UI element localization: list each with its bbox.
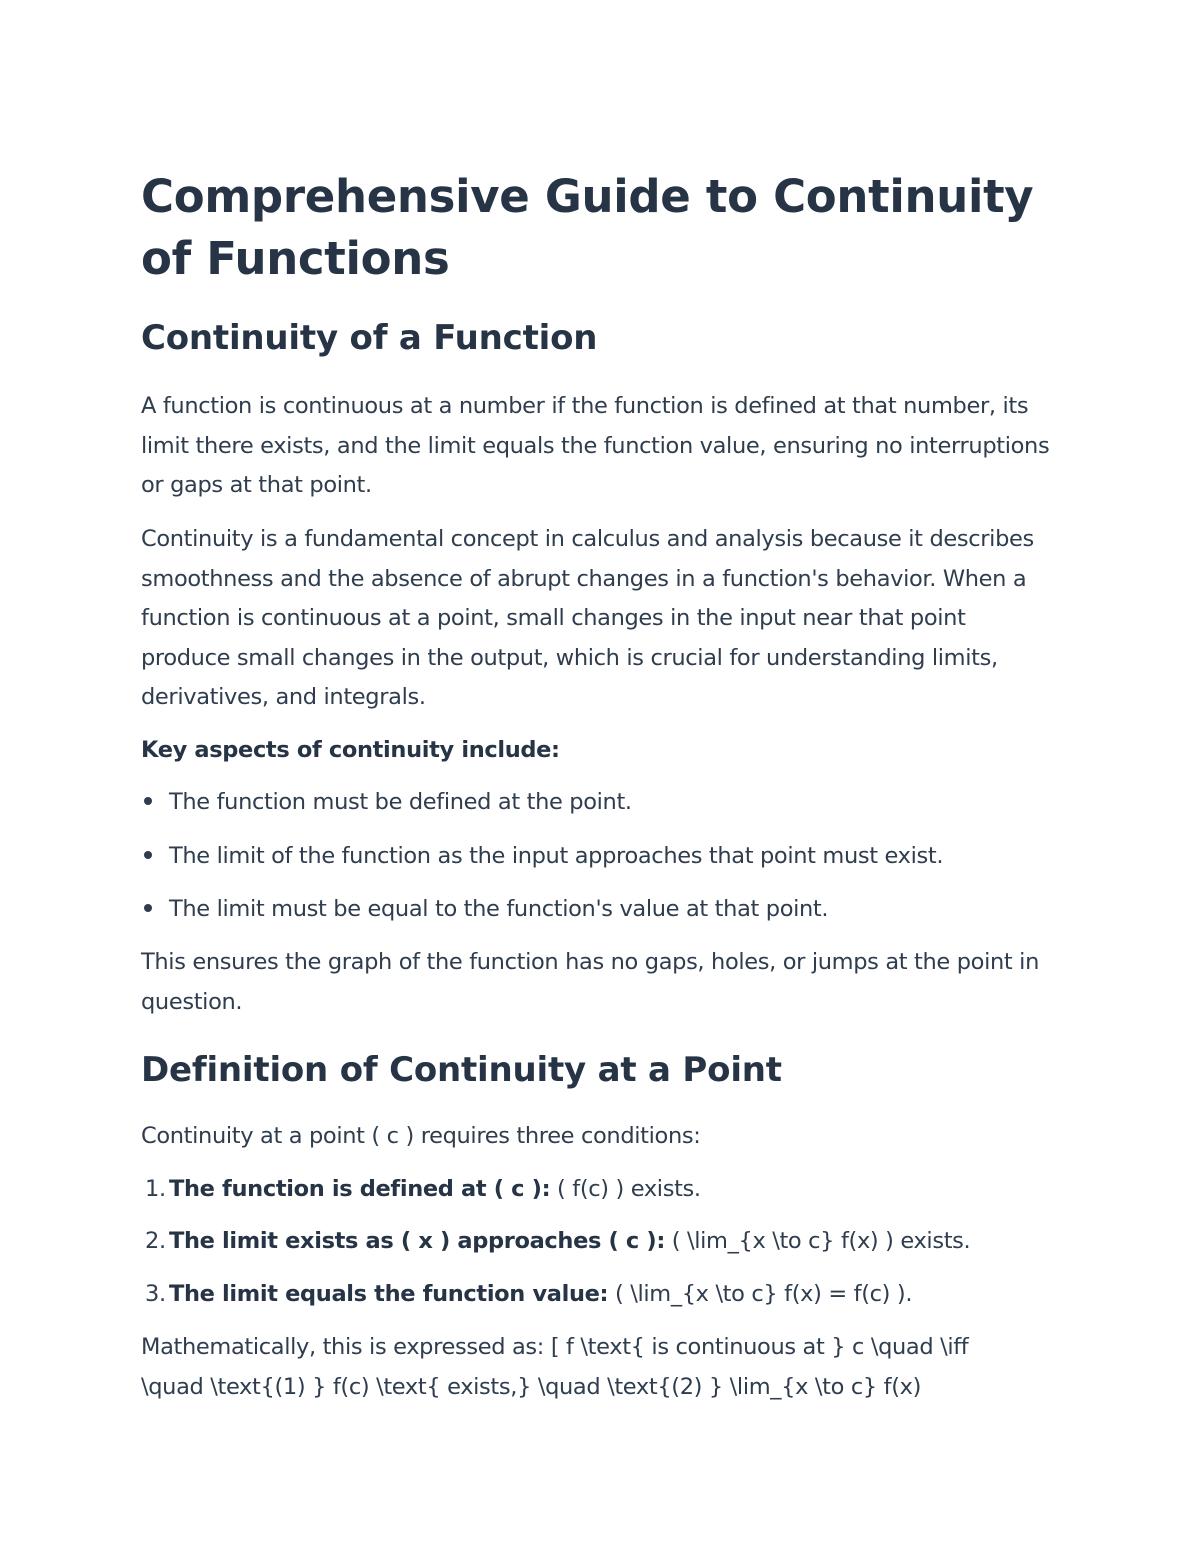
- list-item-text: The function must be defined at the point.: [169, 789, 632, 815]
- page-title: Comprehensive Guide to Continuity of Functions: [141, 170, 1034, 285]
- list-item: [141, 783, 632, 823]
- conditions-intro: Continuity at a point ( c ) requires three conditions:: [141, 1123, 701, 1149]
- paragraph-definition: A function is continuous at a number if the function is defined at that number, its limit there exists, and the limit equals the function value, ensuring no interruptions or gaps at that point.: [141, 393, 1050, 498]
- paragraph-closing: This ensures the graph of the function has no gaps, holes, or jumps at the point in question.: [141, 949, 1039, 1015]
- list-item-text: The limit must be equal to the function's value at that point.: [169, 896, 829, 922]
- section-heading-continuity-of-a-function: Continuity of a Function: [141, 318, 598, 358]
- bullet-icon: [144, 797, 152, 805]
- key-aspects-label: Key aspects of continuity include:: [141, 737, 560, 763]
- condition-text: ( \lim_{x \to c} f(x) = f(c) ).: [608, 1281, 913, 1307]
- condition-text: ( f(c) ) exists.: [550, 1176, 701, 1202]
- math-expression-line-1: Mathematically, this is expressed as: [ f \text{ is continuous at } c \quad \iff: [141, 1334, 969, 1360]
- bullet-icon: [144, 851, 152, 859]
- list-item: [145, 1222, 970, 1262]
- bullet-icon: [144, 904, 152, 912]
- math-expression-line-2: \quad \text{(1) } f(c) \text{ exists,} \quad \text{(2) } \lim_{x \to c} f(x): [141, 1374, 922, 1400]
- list-item: [145, 1275, 912, 1315]
- list-item: [145, 1170, 701, 1210]
- condition-label: The limit equals the function value:: [169, 1281, 609, 1307]
- list-number: 1.: [145, 1176, 166, 1202]
- list-item-text: The limit of the function as the input approaches that point must exist.: [169, 843, 944, 869]
- section-heading-definition-at-a-point: Definition of Continuity at a Point: [141, 1050, 782, 1090]
- condition-text: ( \lim_{x \to c} f(x) ) exists.: [664, 1228, 971, 1254]
- condition-label: The limit exists as ( x ) approaches ( c ):: [169, 1228, 665, 1254]
- paragraph-fundamental-concept: Continuity is a fundamental concept in calculus and analysis because it describes smoothness and the absence of abrupt changes in a function's behavior. When a function is continuous at a point, small changes in the input near that point produce small changes in the output, which is crucial for understanding limits, derivatives, and integrals.: [141, 526, 1034, 710]
- list-item: [141, 890, 828, 930]
- list-number: 3.: [145, 1281, 166, 1307]
- list-item: [141, 837, 943, 877]
- condition-label: The function is defined at ( c ):: [169, 1176, 551, 1202]
- list-number: 2.: [145, 1228, 166, 1254]
